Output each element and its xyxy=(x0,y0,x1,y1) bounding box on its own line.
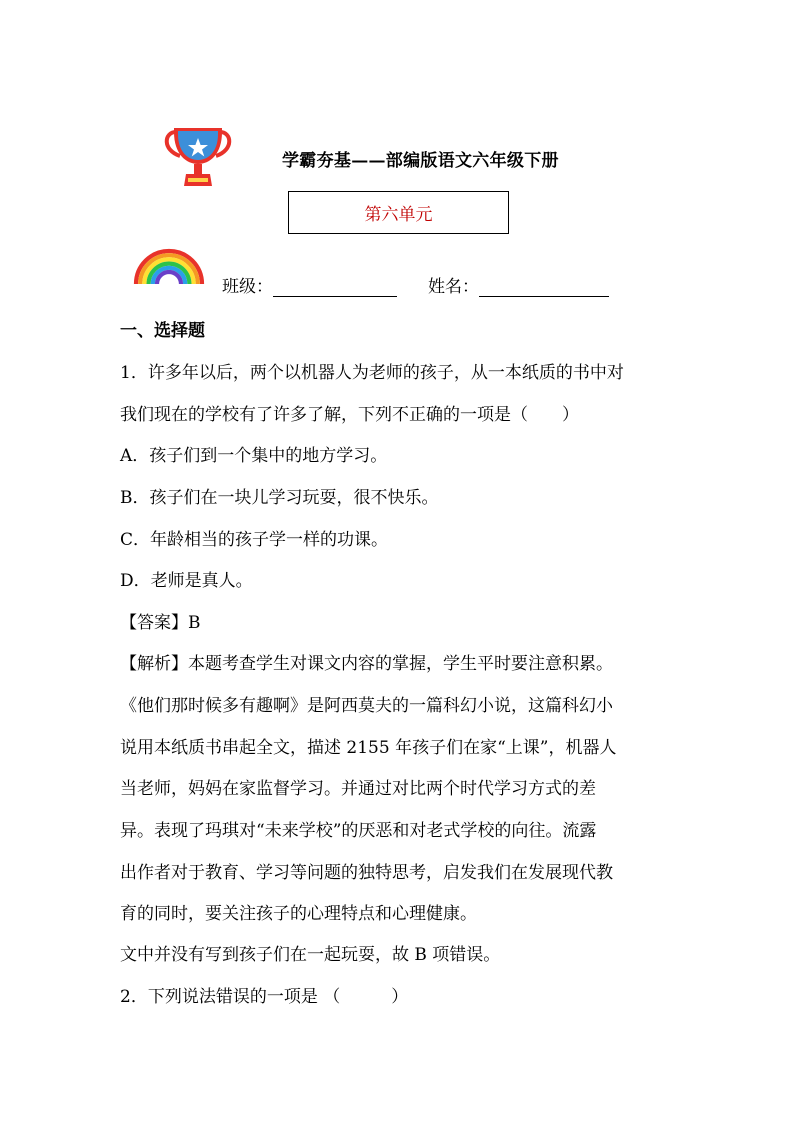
q1-stem-line-2: 我们现在的学校有了许多了解，下列不正确的一项是（ ） xyxy=(120,405,579,425)
class-field[interactable] xyxy=(222,272,397,297)
q1-stem-line-1: 1．许多年以后，两个以机器人为老师的孩子，从一本纸质的书中对 xyxy=(120,363,624,383)
q1-analysis-line-5: 异。表现了玛琪对“未来学校”的厌恶和对老式学校的向往。流露 xyxy=(120,821,597,841)
q1-option-a: A．孩子们到一个集中的地方学习。 xyxy=(120,446,388,466)
class-label: 班级： xyxy=(222,277,273,297)
unit-label: 第六单元 xyxy=(364,205,433,225)
page-title: 学霸夯基——部编版语文六年级下册 xyxy=(282,151,559,171)
q1-answer: 【答案】B xyxy=(120,613,201,633)
q1-analysis-line-3: 说用本纸质书串起全文，描述 2155 年孩子们在家“上课”，机器人 xyxy=(120,738,617,758)
section-title: 一、选择题 xyxy=(120,321,205,341)
q1-analysis-line-2: 《他们那时候多有趣啊》是阿西莫夫的一篇科幻小说，这篇科幻小 xyxy=(120,696,613,716)
trophy-icon xyxy=(164,126,232,190)
q1-analysis-line-6: 出作者对于教育、学习等问题的独特思考，启发我们在发展现代教 xyxy=(120,863,613,883)
q1-option-c: C．年龄相当的孩子学一样的功课。 xyxy=(120,530,389,550)
unit-box xyxy=(288,191,509,234)
q1-analysis-line-7: 育的同时，要关注孩子的心理特点和心理健康。 xyxy=(120,904,477,924)
rainbow-icon xyxy=(132,244,206,288)
q1-analysis-line-4: 当老师，妈妈在家监督学习。并通过对比两个时代学习方式的差 xyxy=(120,779,596,799)
class-blank[interactable] xyxy=(273,278,397,297)
name-blank[interactable] xyxy=(479,278,609,297)
q1-analysis-line-1: 【解析】本题考查学生对课文内容的掌握，学生平时要注意积累。 xyxy=(120,654,613,674)
q2-stem: 2．下列说法错误的一项是 （ ） xyxy=(120,987,409,1007)
q1-option-d: D．老师是真人。 xyxy=(120,571,253,591)
q1-option-b: B．孩子们在一块儿学习玩耍，很不快乐。 xyxy=(120,488,439,508)
q1-analysis-line-8: 文中并没有写到孩子们在一起玩耍，故 B 项错误。 xyxy=(120,945,501,965)
name-label: 姓名： xyxy=(428,277,479,297)
name-field[interactable] xyxy=(428,272,609,297)
